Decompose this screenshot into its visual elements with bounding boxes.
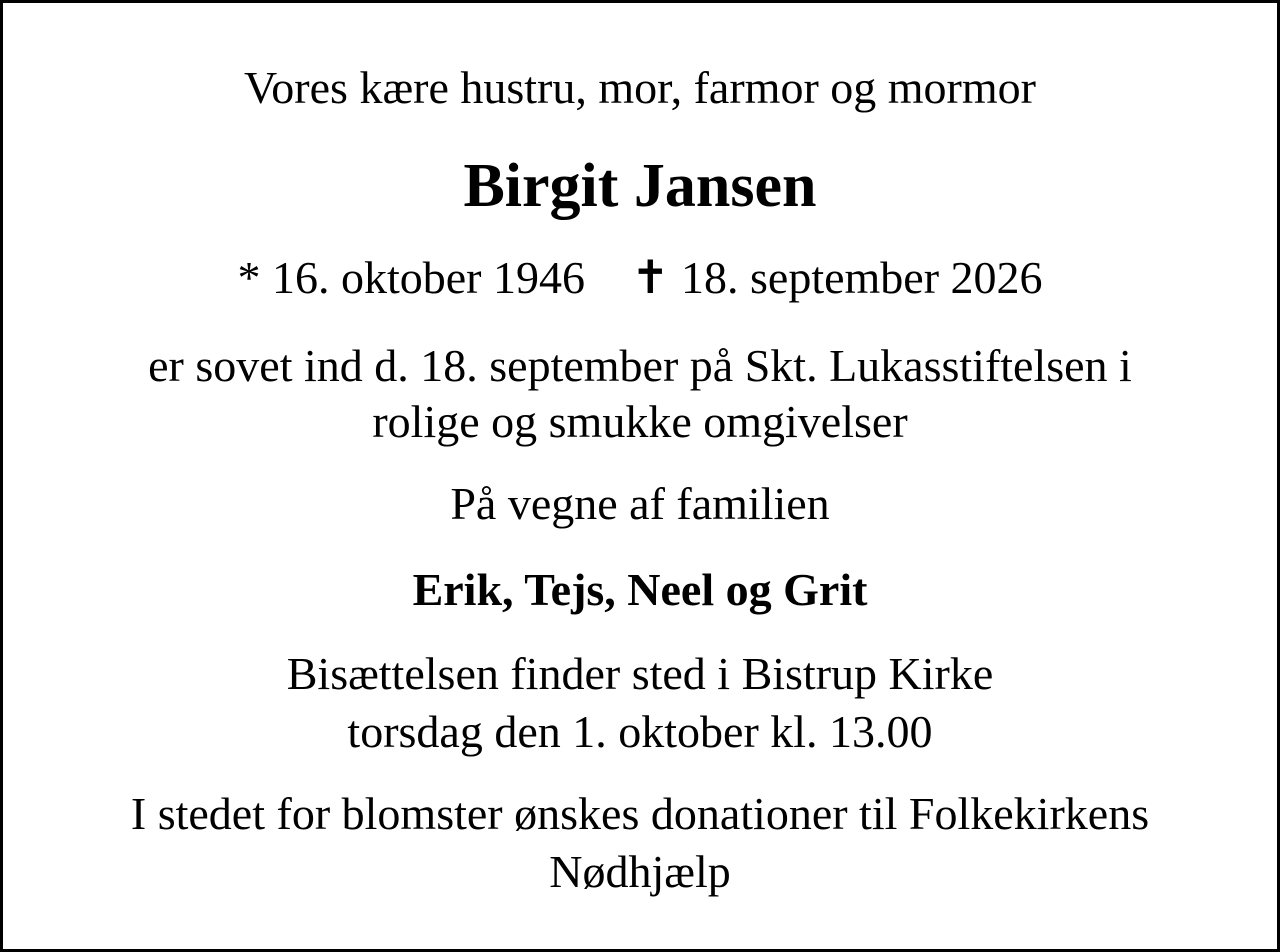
funeral-line-1: Bisættelsen finder sted i Bistrup Kirke bbox=[286, 648, 994, 699]
intro-text: Vores kære hustru, mor, farmor og mormor bbox=[244, 62, 1036, 113]
donation-line-2: Nødhjælp bbox=[549, 846, 731, 897]
death-date: ✝ 18. september 2026 bbox=[630, 252, 1043, 303]
life-dates bbox=[3, 252, 1277, 303]
family-names: Erik, Tejs, Neel og Grit bbox=[412, 564, 868, 615]
funeral-line-2: torsdag den 1. oktober kl. 13.00 bbox=[347, 706, 933, 757]
donation-line-1: I stedet for blomster ønskes donationer til Folkekirkens bbox=[130, 788, 1150, 839]
on-behalf-text: På vegne af familien bbox=[450, 478, 830, 529]
deceased-name: Birgit Jansen bbox=[463, 152, 817, 220]
announcement-line-1: er sovet ind d. 18. september på Skt. Lukasstiftelsen i bbox=[148, 340, 1132, 391]
birth-date: * 16. oktober 1946 bbox=[237, 252, 585, 303]
announcement-line-2: rolige og smukke omgivelser bbox=[372, 396, 908, 447]
